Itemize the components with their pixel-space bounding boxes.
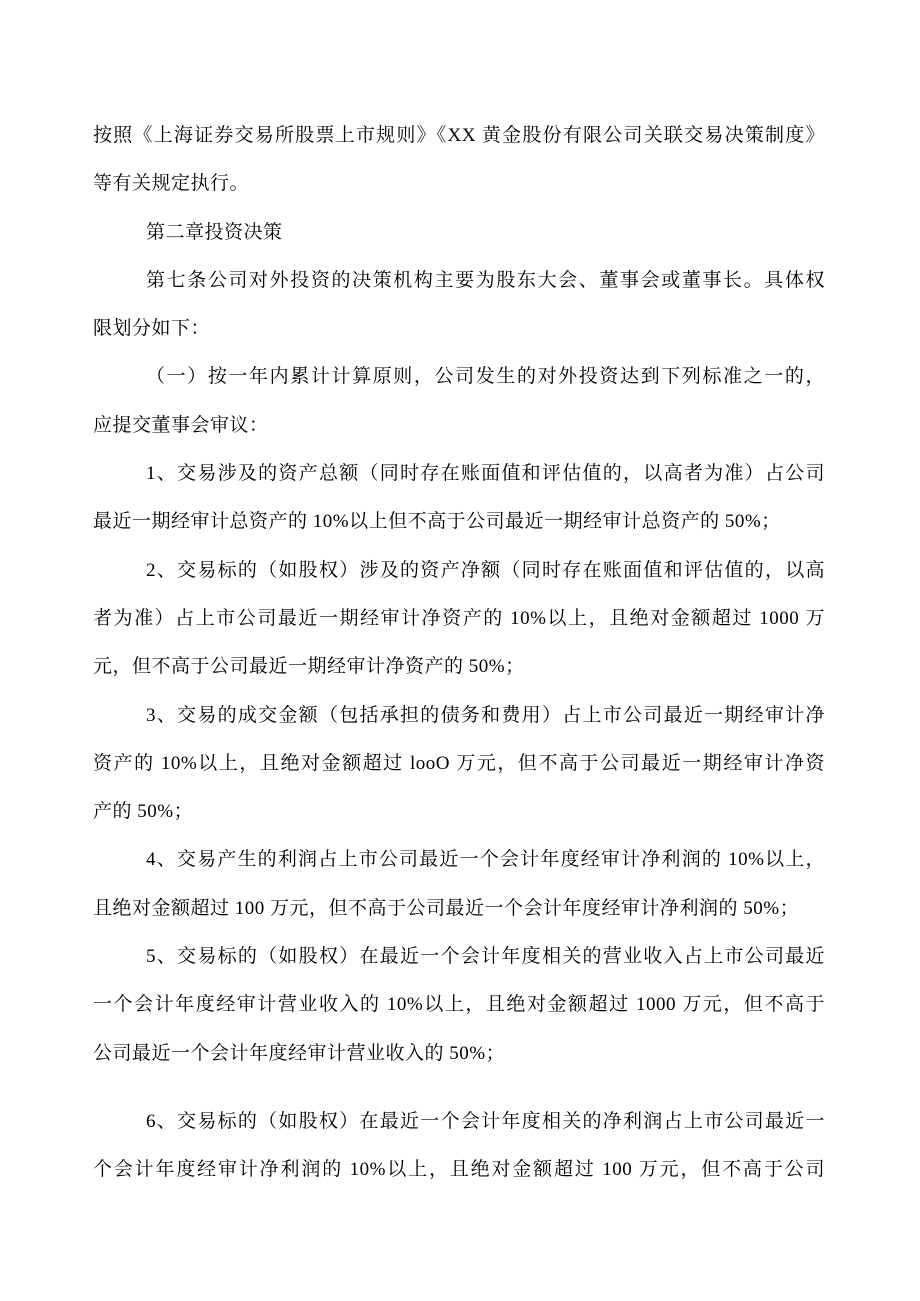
paragraph xyxy=(93,1098,825,1195)
paragraph xyxy=(93,836,825,933)
text-line: 6、交易标的（如股权）在最近一个会计年度相关的净利润占上市公司最近一 xyxy=(146,1110,825,1132)
text-line: 按照《上海证券交易所股票上市规则》《XX 黄金股份有限公司关联交易决策制度》 xyxy=(93,125,825,146)
paragraph xyxy=(93,353,825,450)
text-line: 元，但不高于公司最近一期经审计净资产的 50%； xyxy=(93,656,525,678)
text-line: 等有关规定执行。 xyxy=(93,173,250,195)
text-line: 2、交易标的（如股权）涉及的资产净额（同时存在账面值和评估值的，以高 xyxy=(146,559,825,581)
document-body xyxy=(93,112,825,1195)
text-line: 4、交易产生的利润占上市公司最近一个会计年度经审计净利润的 10%以上， xyxy=(146,849,825,871)
text-line: 公司最近一个会计年度经审计营业收入的 50%； xyxy=(93,1042,506,1064)
text-line: 个会计年度经审计净利润的 10%以上，且绝对金额超过 100 万元，但不高于公司 xyxy=(93,1159,825,1181)
text-line: 限划分如下： xyxy=(93,318,211,340)
text-line: 1、交易涉及的资产总额（同时存在账面值和评估值的，以高者为准）占公司 xyxy=(146,463,825,485)
text-line: 3、交易的成交金额（包括承担的债务和费用）占上市公司最近一期经审计净 xyxy=(146,704,825,726)
paragraph xyxy=(93,547,825,692)
text-line: 应提交董事会审议： xyxy=(93,414,269,436)
paragraph xyxy=(93,209,825,257)
paragraph xyxy=(93,450,825,547)
text-line: 资产的 10%以上，且绝对金额超过 looO 万元，但不高于公司最近一期经审计净资 xyxy=(93,752,825,774)
paragraph xyxy=(93,933,825,1078)
text-line: 且绝对金额超过 100 万元，但不高于公司最近一个会计年度经审计净利润的 50%； xyxy=(93,897,800,919)
text-line: 一个会计年度经审计营业收入的 10%以上，且绝对金额超过 1000 万元，但不高于 xyxy=(93,994,825,1016)
text-line: 最近一期经审计总资产的 10%以上但不高于公司最近一期经审计总资产的 50%； xyxy=(93,511,781,533)
paragraph xyxy=(93,692,825,837)
paragraph xyxy=(93,112,825,209)
text-line: 5、交易标的（如股权）在最近一个会计年度相关的营业收入占上市公司最近 xyxy=(146,946,825,968)
text-line: 产的 50%； xyxy=(93,801,194,823)
text-line: 第二章投资决策 xyxy=(146,221,283,243)
text-line: 第七条公司对外投资的决策机构主要为股东大会、董事会或董事长。具体权 xyxy=(146,269,825,291)
text-line: 者为准）占上市公司最近一期经审计净资产的 10%以上，且绝对金额超过 1000 万 xyxy=(93,607,825,629)
text-line: （一）按一年内累计计算原则，公司发生的对外投资达到下列标准之一的， xyxy=(146,366,825,388)
paragraph xyxy=(93,257,825,354)
